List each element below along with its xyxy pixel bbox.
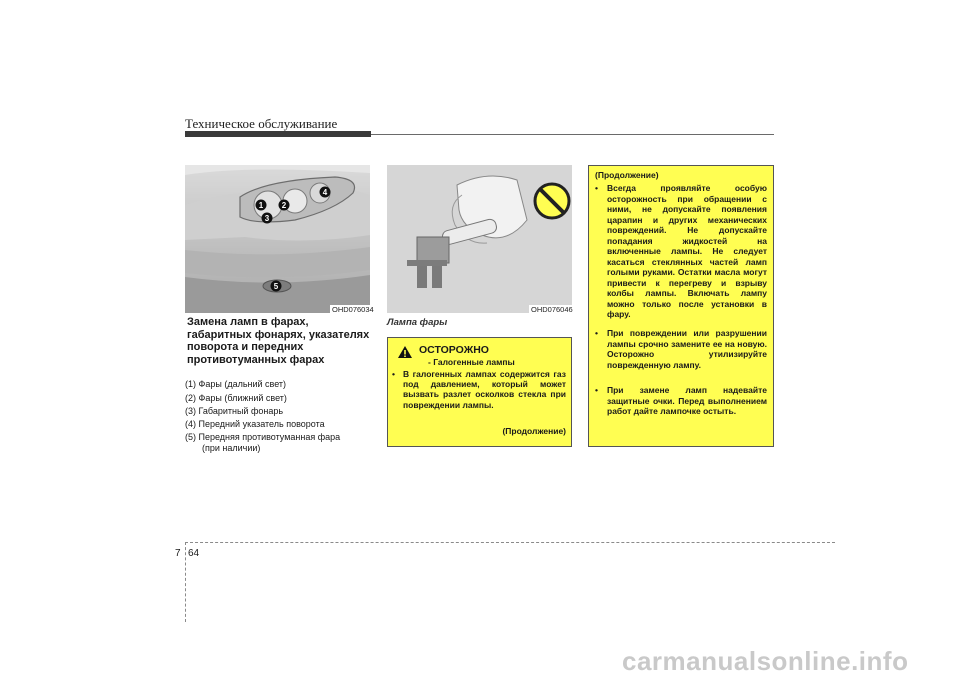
callout-1 (256, 200, 267, 211)
list-item: (5) Передняя противотуманная фара (185, 432, 341, 442)
section-title: Техническое обслуживание (185, 116, 338, 131)
continuation-bullet (595, 183, 767, 320)
bullet-text: При повреждении или разрушении лампы срочно замените ее на новую. Осторожно утилизируйте поврежденную лампу. (607, 328, 767, 370)
continuation-bullet (595, 328, 767, 370)
list-item-continuation: (при наличии) (202, 443, 261, 453)
warning-icon (397, 345, 413, 359)
prohibited-icon (535, 184, 569, 218)
car-front-illustration (185, 165, 370, 313)
watermark: carmanualsonline.info (622, 646, 909, 676)
bulb-figure (387, 165, 572, 313)
figure-caption: Лампа фары (387, 317, 448, 328)
list-item: (2) Фары (ближний свет) (185, 393, 287, 403)
continuation-bullet (595, 385, 767, 417)
callout-5 (271, 281, 282, 292)
svg-text:3: 3 (264, 214, 270, 223)
figure-code: OHD076034 (332, 305, 374, 314)
continuation-box (588, 165, 774, 447)
svg-text:5: 5 (273, 282, 279, 291)
warning-subtitle: - Галогенные лампы (428, 357, 515, 367)
chapter-number: 7 (175, 548, 181, 559)
bullet-text: При замене ламп надевайте защитные очки. Перед выполнением работ дайте лампочке остыть. (607, 385, 767, 416)
bullet-glyph: • (595, 328, 598, 338)
warning-text: В галогенных лампах содержится газ под давлением, который может вызвать разлет осколков стекла при повреждении лампы. (403, 369, 566, 410)
section-heading: Замена ламп в фарах, габаритных фонарях, указателях поворота и передних противотуманных фарах (187, 316, 370, 366)
list-item: (1) Фары (дальний свет) (185, 379, 287, 389)
list-item: (3) Габаритный фонарь (185, 406, 284, 416)
continued-label: (Продолжение) (502, 426, 566, 436)
callout-2 (279, 200, 290, 211)
bullet-glyph: • (595, 183, 598, 193)
header-bar (185, 131, 371, 137)
page-number: 64 (188, 548, 200, 559)
footer-rule (185, 542, 835, 543)
headlamp-figure (185, 165, 370, 313)
warning-bullet (392, 369, 566, 410)
bullet-glyph: • (595, 385, 598, 395)
warning-box (387, 337, 572, 447)
bullet-glyph: • (392, 369, 395, 379)
figure-code: OHD076046 (531, 305, 573, 314)
continuation-title: (Продолжение) (595, 170, 659, 180)
bullet-text: Всегда проявляйте особую осторожность при обращении с ними, не допускайте появления царапин и других механических повреждений. Не допускайте попадания жидкостей на включенные лампы. Не следует касаться стеклянных частей ламп голыми руками. Остатки масла могут привести к перегреву и взрыву колбы лампы. Включать лампу можно только после установки в фару. (607, 183, 767, 319)
callout-4 (320, 187, 331, 198)
callout-3 (262, 213, 273, 224)
svg-text:1: 1 (258, 201, 264, 210)
footer-divider (185, 542, 186, 622)
header-rule (371, 134, 774, 135)
list-item: (4) Передний указатель поворота (185, 419, 325, 429)
warning-title: ОСТОРОЖНО (419, 344, 489, 356)
svg-text:2: 2 (281, 201, 287, 210)
bulb-handling-illustration (387, 165, 572, 313)
svg-text:4: 4 (322, 188, 328, 197)
